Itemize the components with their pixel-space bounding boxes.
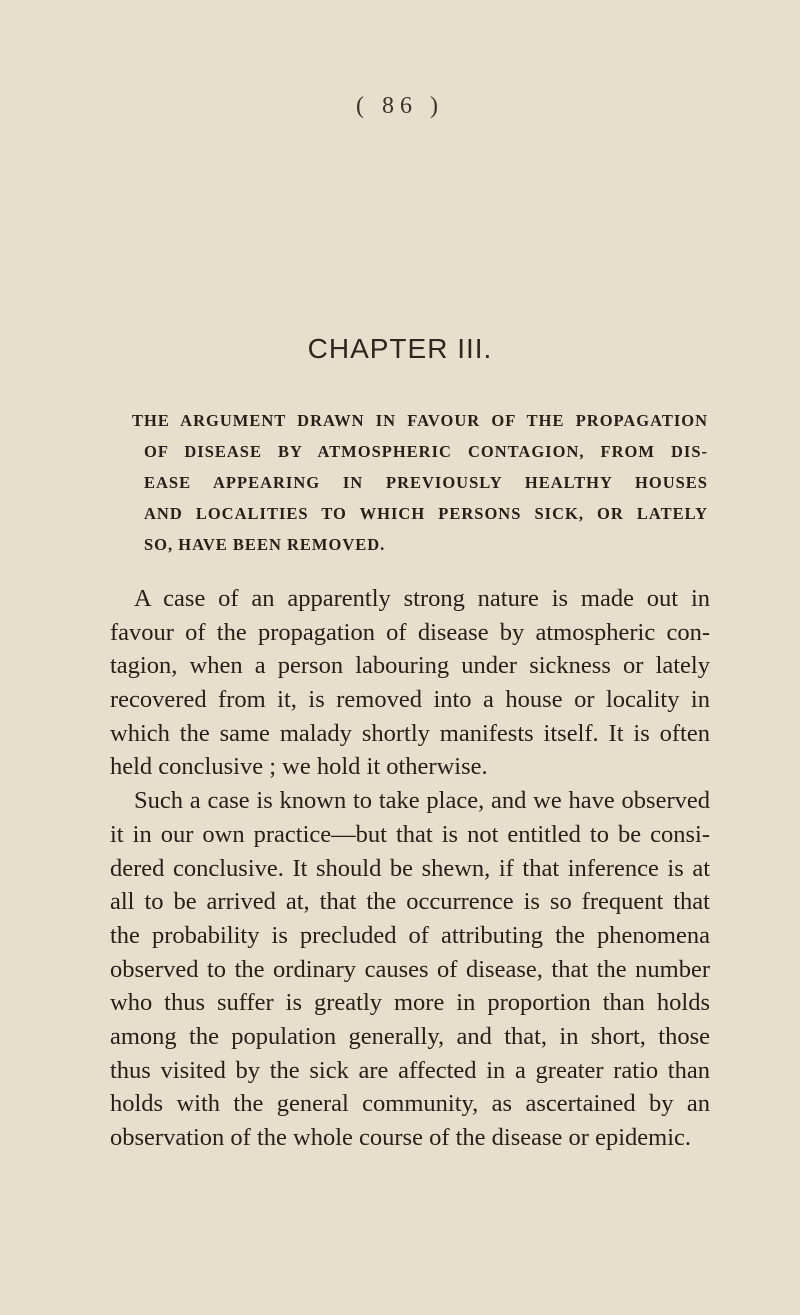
text-line: among the population generally, and that, in short, those xyxy=(110,1022,710,1050)
text-line: it in our own practice—but that is not entitled to be consi- xyxy=(110,820,710,848)
text-line: recovered from it, is removed into a house or locality in xyxy=(110,686,710,714)
text-line: who thus suffer is greatly more in proportion than holds xyxy=(110,989,710,1017)
text-line: favour of the propagation of disease by atmospheric con- xyxy=(110,618,710,646)
text-line: Such a case is known to take place, and we have observed xyxy=(134,787,710,815)
text-line: dered conclusive. It should be shewn, if that inference is at xyxy=(110,854,710,882)
paragraph-1 xyxy=(110,582,710,784)
page-number: ( 86 ) xyxy=(356,93,444,119)
text-line: observation of the whole course of the disease or epidemic. xyxy=(110,1124,692,1151)
text-line: the probability is precluded of attributing the phenomena xyxy=(110,921,710,949)
text-line: thus visited by the sick are affected in a greater ratio than xyxy=(110,1056,710,1084)
text-line: held conclusive ; we hold it otherwise. xyxy=(110,753,488,781)
chapter-title: CHAPTER III. xyxy=(307,333,493,364)
text-line: tagion, when a person labouring under sickness or lately xyxy=(110,652,710,680)
text-line: A case of an apparently strong nature is made out in xyxy=(134,585,710,612)
summary-line: EASE APPEARING IN PREVIOUSLY HEALTHY HOUSES xyxy=(144,473,708,492)
summary-line: AND LOCALITIES TO WHICH PERSONS SICK, OR LATELY xyxy=(144,504,708,523)
summary-line: SO, HAVE BEEN REMOVED. xyxy=(144,535,386,554)
summary-line: OF DISEASE BY ATMOSPHERIC CONTAGION, FROM DIS- xyxy=(144,442,708,461)
paragraph-2 xyxy=(110,784,710,1155)
summary-line: THE ARGUMENT DRAWN IN FAVOUR OF THE PROPAGATION xyxy=(132,411,708,430)
text-line: all to be arrived at, that the occurrence is so frequent that xyxy=(110,888,710,916)
text-line: observed to the ordinary causes of disease, that the number xyxy=(110,955,710,983)
text-line: holds with the general community, as ascertained by an xyxy=(110,1090,710,1118)
text-line: which the same malady shortly manifests itself. It is often xyxy=(110,719,710,747)
body-text xyxy=(110,582,710,1155)
chapter-summary xyxy=(132,405,708,560)
